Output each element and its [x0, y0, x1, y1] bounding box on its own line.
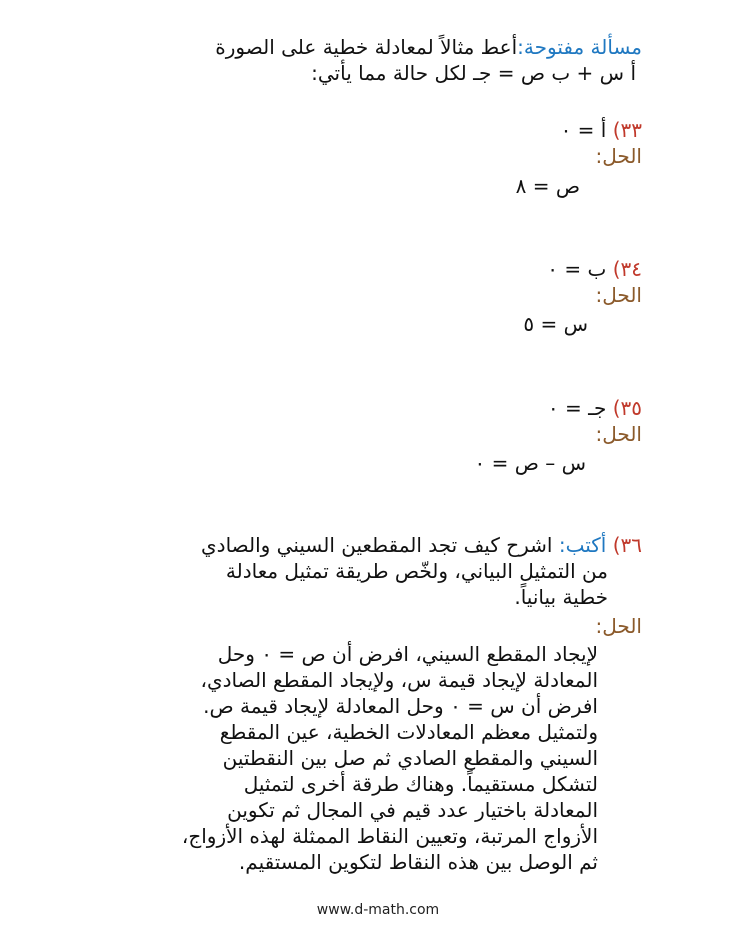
problem-33-answer: ص = ٨: [515, 174, 580, 198]
problem-35-solution-label: الحل:: [595, 422, 642, 446]
problem-36-answer-line: افرض أن س = ٠ وحل المعادلة لإيجاد قيمة ص.: [203, 694, 598, 718]
problem-36-answer-line: المعادلة باختيار عدد قيم في المجال ثم تكوين: [227, 798, 598, 822]
problem-36-answer-line: المعادلة لإيجاد قيمة س، ولإيجاد المقطع الصادي،: [200, 668, 598, 692]
problem-33-condition: أ = ٠: [560, 118, 607, 142]
problem-33-solution-label: الحل:: [595, 144, 642, 168]
problem-36-answer-line: ثم الوصل بين هذه النقاط لتكوين المستقيم.: [238, 850, 598, 874]
problem-36-header: [201, 532, 642, 558]
intro-text-2: أ س + ب ص = جـ لكل حالة مما يأتي:: [311, 61, 636, 85]
problem-34-number: ٣٤): [612, 257, 642, 281]
problem-36-line-3: خطية بيانياً.: [514, 585, 608, 609]
problem-36-solution-label: الحل:: [595, 614, 642, 638]
problem-36-number: ٣٦): [612, 533, 642, 557]
problem-35-header: [548, 395, 642, 421]
intro-text-1: أعط مثالاً لمعادلة خطية على الصورة: [215, 35, 518, 59]
problem-36-line-1: اشرح كيف تجد المقطعين السيني والصادي: [201, 533, 553, 557]
problem-34-header: [547, 256, 642, 282]
problem-35-answer: س – ص = ٠: [474, 451, 586, 475]
problem-36-answer-line: السيني والمقطع الصادي ثم صل بين النقطتين: [222, 746, 598, 770]
problem-35-condition: جـ = ٠: [547, 396, 607, 420]
problem-35-number: ٣٥): [612, 396, 642, 420]
problem-34-answer: س = ٥: [523, 312, 588, 336]
problem-33-header: [561, 117, 642, 143]
problem-36-answer-line: لإيجاد المقطع السيني، افرض أن ص = ٠ وحل: [217, 642, 598, 666]
problem-34-condition: ب = ٠: [547, 257, 607, 281]
problem-36-line-2: من التمثيل البياني، ولخّص طريقة تمثيل معادلة: [225, 559, 608, 583]
problem-36-answer-line: لتشكل مستقيماً. وهناك طرقة أخرى لتمثيل: [243, 772, 598, 796]
problem-33-number: ٣٣): [612, 118, 642, 142]
problem-36-label: أكتب:: [558, 533, 607, 557]
problem-34-solution-label: الحل:: [595, 283, 642, 307]
open-problem-label: مسألة مفتوحة:: [517, 35, 642, 59]
problem-36-answer-line: الأزواج المرتبة، وتعيين النقاط الممثلة لهذه الأزواج،: [181, 824, 598, 848]
problem-36-answer-line: ولتمثيل معظم المعادلات الخطية، عين المقطع: [219, 720, 598, 744]
intro-line-1: [215, 34, 642, 60]
footer-website: www.d-math.com: [316, 902, 440, 918]
